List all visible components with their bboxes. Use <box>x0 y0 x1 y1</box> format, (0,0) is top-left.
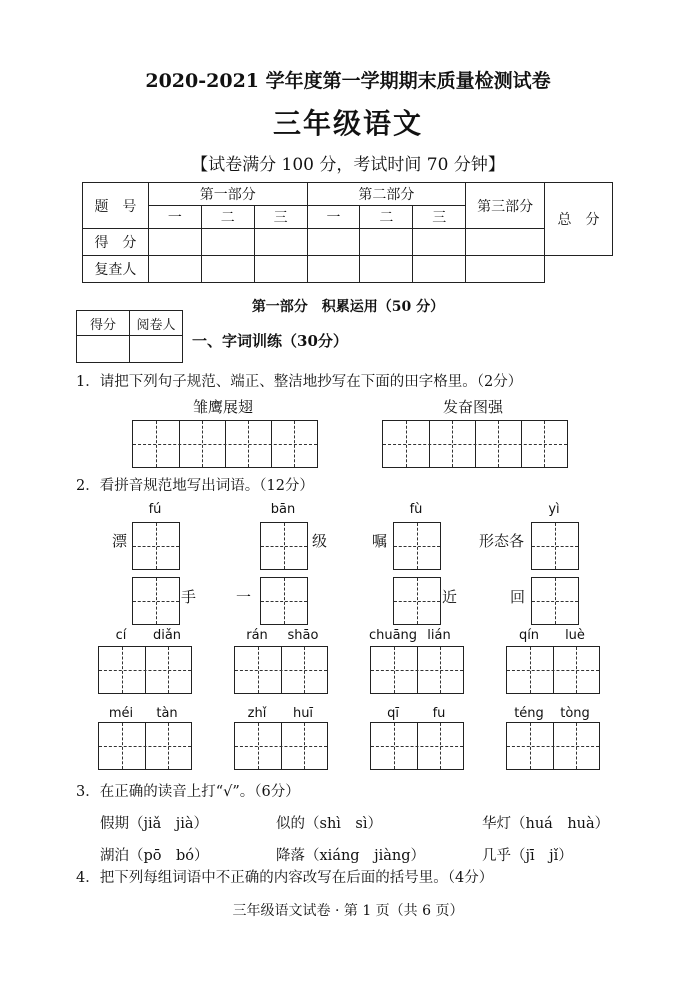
score-table <box>82 182 613 283</box>
q2-r1-pinyin-3: fù <box>409 502 423 517</box>
tianzige-grid[interactable] <box>370 646 464 694</box>
tianzige-grid[interactable] <box>531 577 579 625</box>
tianzige-grid[interactable] <box>393 577 441 625</box>
score-cell[interactable] <box>201 229 254 256</box>
q2-r3-pinyin: lián <box>427 628 451 643</box>
q2-r3-pinyin: diǎn <box>152 628 182 643</box>
sub-number: 二 <box>201 206 254 229</box>
tianzige-grid[interactable] <box>234 646 328 694</box>
q4-text: 4．把下列每组词语中不正确的内容改写在后面的括号里。（4分） <box>76 870 494 886</box>
q2-r1-pinyin-4: yì <box>548 502 560 517</box>
reviewer-cell[interactable] <box>360 256 413 283</box>
q2-r4-pinyin: tàn <box>156 706 178 721</box>
page-footer: 三年级语文试卷 · 第 1 页（共 6 页） <box>232 903 464 919</box>
score-cell[interactable] <box>148 229 201 256</box>
q2-r4-pinyin: fu <box>432 706 446 721</box>
score-cell[interactable] <box>307 229 360 256</box>
section1-subtitle: 一、字词训练（30分） <box>192 332 348 350</box>
tianzige-grid[interactable] <box>393 522 441 570</box>
tianzige-grid[interactable] <box>260 577 308 625</box>
tianzige-grid[interactable] <box>132 522 180 570</box>
q2-text: 2．看拼音规范地写出词语。（12分） <box>76 478 314 494</box>
score-cell[interactable] <box>360 229 413 256</box>
tianzige-grid[interactable] <box>132 420 318 468</box>
q3-choice[interactable]: 降落（xiáng jiàng） <box>276 848 425 864</box>
sub-number: 三 <box>254 206 307 229</box>
tianzige-grid[interactable] <box>506 722 600 770</box>
q3-choice[interactable]: 几乎（jī jǐ） <box>482 848 573 864</box>
tianzige-grid[interactable] <box>234 722 328 770</box>
q2-r1-pinyin-1: fú <box>148 502 162 517</box>
tianzige-grid[interactable] <box>98 722 192 770</box>
tianzige-grid[interactable] <box>98 646 192 694</box>
q2-r1-before-1: 漂 <box>112 532 128 550</box>
q2-r2-after-1: 手 <box>181 588 197 606</box>
q2-r2-after-3: 近 <box>442 588 458 606</box>
row-label-number: 题 号 <box>83 183 149 229</box>
subject-title: 三年级语文 <box>272 107 423 140</box>
reviewer-cell[interactable] <box>413 256 466 283</box>
q3-choice[interactable]: 湖泊（pō bó） <box>100 848 209 864</box>
q2-r2-before-2: 一 <box>236 588 252 606</box>
q2-r4-pinyin: téng <box>514 706 544 721</box>
q1-text: 1．请把下列句子规范、端正、整洁地抄写在下面的田字格里。（2分） <box>76 374 523 390</box>
reviewer-cell[interactable] <box>201 256 254 283</box>
score-cell[interactable] <box>254 229 307 256</box>
q2-r1-after-2: 级 <box>312 532 328 550</box>
tianzige-grid[interactable] <box>370 722 464 770</box>
q3-text: 3．在正确的读音上打“√”。（6分） <box>76 784 300 800</box>
exam-info: 【试卷满分 100 分，考试时间 70 分钟】 <box>191 155 505 175</box>
q2-r4-pinyin: qī <box>387 706 399 721</box>
section1-title: 第一部分 积累运用（50 分） <box>251 299 445 315</box>
q2-r3-pinyin: luè <box>565 628 585 643</box>
score-cell[interactable] <box>466 229 545 256</box>
score-cell[interactable] <box>413 229 466 256</box>
tianzige-grid[interactable] <box>506 646 600 694</box>
grader-reviewer-cell[interactable] <box>130 336 183 363</box>
tianzige-grid[interactable] <box>382 420 568 468</box>
q2-r4-pinyin: huī <box>292 706 314 721</box>
q2-r4-pinyin: zhǐ <box>247 706 267 721</box>
q2-r3-pinyin: rán <box>246 628 268 643</box>
sub-number: 一 <box>307 206 360 229</box>
q2-r3-pinyin: qín <box>518 628 540 643</box>
row-label-score: 得 分 <box>83 229 149 256</box>
reviewer-cell[interactable] <box>254 256 307 283</box>
grader-score-label: 得分 <box>77 311 130 336</box>
total-header: 总 分 <box>545 183 613 256</box>
grader-reviewer-label: 阅卷人 <box>130 311 183 336</box>
q2-r1-before-3: 嘱 <box>372 532 388 550</box>
grader-table <box>76 310 183 363</box>
tianzige-grid[interactable] <box>132 577 180 625</box>
sub-number: 一 <box>148 206 201 229</box>
grader-score-cell[interactable] <box>77 336 130 363</box>
q1-word-2: 发奋图强 <box>442 398 503 416</box>
part1-header: 第一部分 <box>148 183 307 206</box>
part2-header: 第二部分 <box>307 183 466 206</box>
reviewer-cell[interactable] <box>466 256 545 283</box>
q1-word-1: 雏鹰展翅 <box>192 398 253 416</box>
tianzige-grid[interactable] <box>531 522 579 570</box>
q2-r1-before-4: 形态各 <box>479 532 525 550</box>
q3-choice[interactable]: 似的（shì sì） <box>276 816 382 832</box>
q2-r3-pinyin: cí <box>115 628 127 643</box>
sub-number: 二 <box>360 206 413 229</box>
q2-r3-pinyin: shāo <box>287 628 319 643</box>
q2-r4-pinyin: méi <box>108 706 134 721</box>
exam-title: 2020-2021 学年度第一学期期末质量检测试卷 <box>145 70 551 92</box>
sub-number: 三 <box>413 206 466 229</box>
reviewer-cell[interactable] <box>148 256 201 283</box>
q3-choice[interactable]: 假期（jiǎ jià） <box>100 816 209 832</box>
q2-r2-before-4: 回 <box>510 588 526 606</box>
part3-header: 第三部分 <box>466 183 545 229</box>
q3-choice[interactable]: 华灯（huá huà） <box>482 816 610 832</box>
tianzige-grid[interactable] <box>260 522 308 570</box>
row-label-reviewer: 复查人 <box>83 256 149 283</box>
reviewer-cell[interactable] <box>307 256 360 283</box>
q2-r3-pinyin: chuāng <box>368 628 418 643</box>
q2-r1-pinyin-2: bān <box>270 502 296 517</box>
q2-r4-pinyin: tòng <box>560 706 590 721</box>
